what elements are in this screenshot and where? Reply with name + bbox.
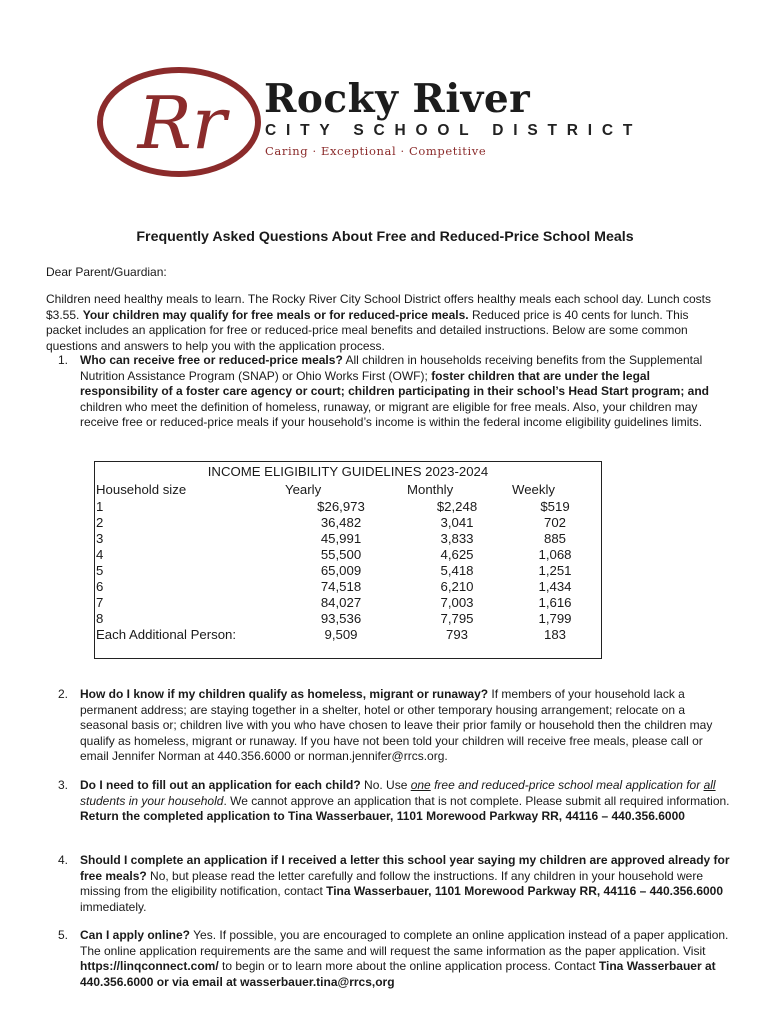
table-cell: 55,500 — [320, 547, 362, 562]
linqconnect-link[interactable]: https://linqconnect.com/ — [80, 959, 219, 973]
intro-paragraph: Children need healthy meals to learn. The Rocky River City School District offers healthy meals each school day. Lunch costs $3.55. Your children may qualify for free meals or for reduced-price meals. Reduced price is 40 cents for lunch. This packet includes an application for free or reduced-price meal benefits and detailed instructions. Below are some common questions and answers to help you with the application process. — [46, 292, 711, 353]
table-cell: $26,973 — [317, 499, 365, 514]
faq-question: Do I need to fill out an application for each child? — [80, 778, 361, 792]
table-cell: 7,795 — [440, 611, 474, 626]
faq-item-5: 5. Can I apply online? Yes. If possible, you are encouraged to complete an online application instead of a paper application. The online application requirements are the same and will request the same information as the paper application. Visit https://linqconnect.com/ to begin or to learn more about the online application process. Contact Tina Wasserbauer at 440.356.6000 or via email at wasserbauer.tina@rrcs,org — [58, 928, 729, 989]
income-eligibility-table — [94, 461, 602, 659]
district-subtitle: CITY SCHOOL DISTRICT — [265, 122, 643, 139]
logo-monogram: Rr — [137, 81, 227, 165]
table-cell: $2,248 — [436, 499, 478, 514]
table-row — [95, 547, 601, 562]
table-cell: 4 — [96, 547, 104, 562]
table-title: INCOME ELIGIBILITY GUIDELINES 2023-2024 — [207, 464, 489, 479]
table-cell: 1,251 — [538, 563, 572, 578]
district-tagline: Caring · Exceptional · Competitive — [265, 144, 487, 158]
table-cell: 7 — [96, 595, 104, 610]
table-cell: 93,536 — [320, 611, 362, 626]
table-row — [95, 579, 601, 594]
faq-item-4: 4. Should I complete an application if I received a letter this school year saying my children are approved already for free meals? No, but please read the letter carefully and follow the instructions. If any children in your household were missing from the eligibility notification, contact Tina Wasserbauer, 1101 Morewood Parkway RR, 44116 – 440.356.6000 immediately. — [58, 853, 730, 914]
table-cell: Each Additional Person: — [96, 627, 237, 642]
table-cell: 65,009 — [320, 563, 362, 578]
column-header: Household size — [96, 482, 187, 497]
faq-item-1: 1. Who can receive free or reduced-price meals? All children in households receiving benefits from the Supplemental Nutrition Assistance Program (SNAP) or Ohio Works First (OWF); foster children that are under the legal responsibility of a foster care agency or court; children participating in their school’s Head Start program; and children who meet the definition of homeless, runaway, or migrant are eligible for free meals. Also, your children may receive free or reduced-price meals if your household’s income is within the federal income eligibility guidelines limits. — [58, 353, 710, 429]
salutation: Dear Parent/Guardian: — [46, 265, 167, 279]
table-cell: 6 — [96, 579, 104, 594]
table-cell: 8 — [96, 611, 104, 626]
table-header-row — [95, 482, 601, 497]
table-row — [95, 611, 601, 626]
table-cell: 36,482 — [320, 515, 362, 530]
faq-question: Who can receive free or reduced-price meals? — [80, 353, 343, 367]
faq-number: 4. — [58, 853, 69, 867]
column-header: Monthly — [407, 482, 454, 497]
table-row — [95, 627, 601, 642]
faq-number: 5. — [58, 928, 69, 942]
table-cell: 9,509 — [324, 627, 358, 642]
faq-question: How do I know if my children qualify as homeless, migrant or runaway? — [80, 687, 489, 701]
column-header: Yearly — [285, 482, 322, 497]
table-cell: 1 — [96, 499, 104, 514]
table-cell: 183 — [543, 627, 566, 642]
table-cell: 4,625 — [440, 547, 474, 562]
district-logo — [96, 66, 262, 178]
table-cell: 885 — [543, 531, 566, 546]
table-row — [95, 563, 601, 578]
table-cell: 3,833 — [440, 531, 474, 546]
table-row — [95, 595, 601, 610]
table-cell: 793 — [445, 627, 468, 642]
faq-number: 3. — [58, 778, 69, 792]
table-cell: 74,518 — [320, 579, 362, 594]
column-header: Weekly — [512, 482, 555, 497]
faq-number: 2. — [58, 687, 69, 701]
table-cell: 702 — [543, 515, 566, 530]
table-cell: 84,027 — [320, 595, 362, 610]
faq-question: Should I complete an application if I received a letter this school year saying my children are approved already for free meals? — [80, 853, 730, 883]
table-row — [95, 531, 601, 546]
table-cell: 3 — [96, 531, 104, 546]
table-cell: 5,418 — [440, 563, 474, 578]
page-title: Frequently Asked Questions About Free and Reduced-Price School Meals — [136, 229, 634, 245]
table-row — [95, 499, 601, 514]
table-cell: 6,210 — [440, 579, 474, 594]
faq-number: 1. — [58, 353, 69, 367]
table-row — [95, 515, 601, 530]
table-cell: $519 — [540, 499, 570, 514]
faq-item-2: 2. How do I know if my children qualify as homeless, migrant or runaway? If members of your household lack a permanent address; are staying together in a shelter, hotel or other temporary housing arrangement; relocate on a seasonal basis or; children live with you who have chosen to leave their prior family or household then the children may qualify as homeless, migrant or runaway. If you have not been told your children will receive free meals, please call or email Jennifer Norman at 440.356.6000 or norman.jennifer@rrcs.org. — [58, 687, 713, 763]
table-cell: 45,991 — [320, 531, 362, 546]
table-cell: 1,799 — [538, 611, 572, 626]
table-cell: 2 — [96, 515, 104, 530]
table-cell: 1,068 — [538, 547, 572, 562]
district-name: Rocky River — [264, 76, 531, 122]
table-cell: 3,041 — [440, 515, 474, 530]
table-cell: 1,434 — [538, 579, 572, 594]
table-cell: 7,003 — [440, 595, 474, 610]
table-cell: 5 — [96, 563, 104, 578]
table-cell: 1,616 — [538, 595, 572, 610]
faq-item-3: 3. Do I need to fill out an application for each child? No. Use one free and reduced-price school meal application for all students in your household. We cannot approve an application that is not complete. Please submit all required information. Return the completed application to Tina Wasserbauer, 1101 Morewood Parkway RR, 44116 – 440.356.6000 — [58, 778, 730, 823]
faq-question: Can I apply online? — [80, 928, 191, 942]
